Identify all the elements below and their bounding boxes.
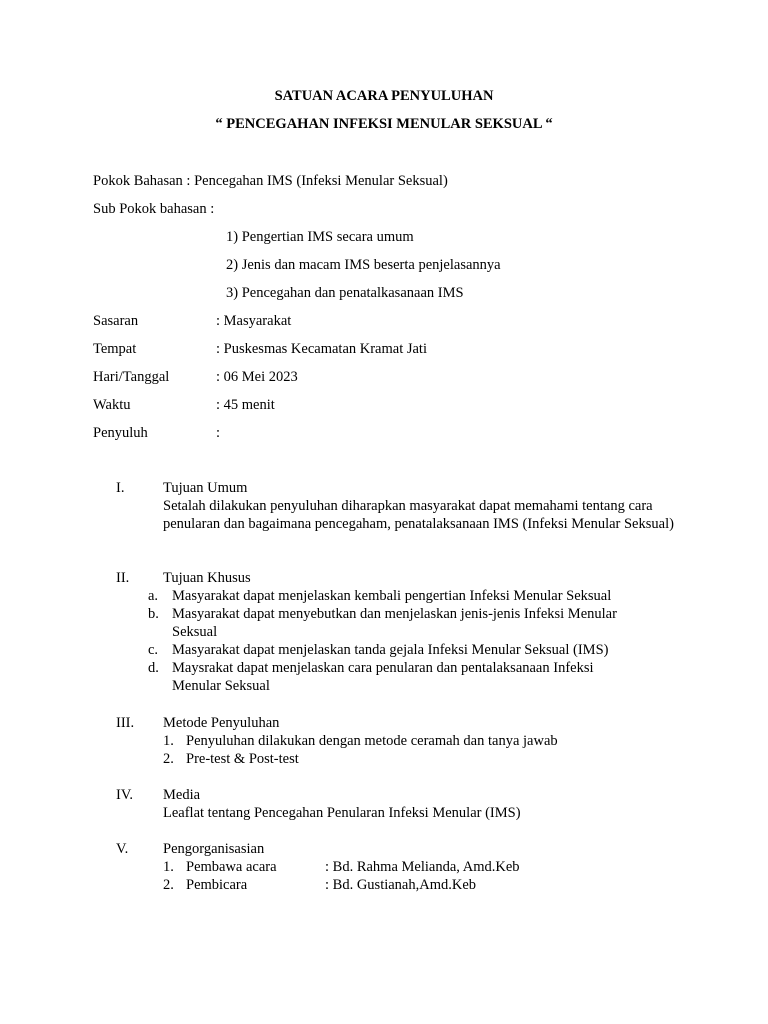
org-person: : Bd. Rahma Melianda, Amd.Keb [325,859,520,875]
list-item: Maysrakat dapat menjelaskan cara penularan dan pentalaksanaan Infeksi Menular Seksual [172,660,594,694]
info-value-sasaran: : Masyarakat [216,313,292,329]
list-item: Masyarakat dapat menjelaskan kembali pengertian Infeksi Menular Seksual [172,588,612,604]
document-title: SATUAN ACARA PENYULUHAN [274,88,494,104]
org-role: Pembawa acara [186,859,277,875]
section-title: Metode Penyuluhan [163,715,280,731]
section-number: V. [116,841,129,857]
info-label-hari-tanggal: Hari/Tanggal [93,369,170,385]
info-value-waktu: : 45 menit [216,397,275,413]
info-label-waktu: Waktu [93,397,131,413]
list-marker: c. [148,642,159,658]
org-person: : Bd. Gustianah,Amd.Keb [325,877,477,893]
list-marker: 2. [163,751,174,767]
list-item: Penyuluhan dilakukan dengan metode ceramah dan tanya jawab [186,733,558,749]
list-marker: 1. [163,733,174,749]
section-number: III. [116,715,135,731]
sub-pokok-item: 3) Pencegahan dan penatalkasanaan IMS [226,285,464,301]
org-role: Pembicara [186,877,248,893]
sub-pokok-label: Sub Pokok bahasan : [93,201,215,217]
info-label-penyuluh: Penyuluh [93,425,148,441]
list-marker: 1. [163,859,174,875]
list-marker: d. [148,660,159,676]
section-number: I. [116,480,125,496]
list-item: Pre-test & Post-test [186,751,299,767]
pokok-bahasan: Pokok Bahasan : Pencegahan IMS (Infeksi Menular Seksual) [93,173,448,189]
info-value-hari-tanggal: : 06 Mei 2023 [216,369,298,385]
list-marker: a. [148,588,159,604]
sub-pokok-item: 1) Pengertian IMS secara umum [226,229,414,245]
section-number: IV. [116,787,134,803]
section-body: Leaflat tentang Pencegahan Penularan Infeksi Menular (IMS) [163,805,521,821]
list-item: Masyarakat dapat menjelaskan tanda gejala Infeksi Menular Seksual (IMS) [172,642,609,658]
info-label-tempat: Tempat [93,341,137,357]
list-item: Masyarakat dapat menyebutkan dan menjelaskan jenis-jenis Infeksi Menular Seksual [172,606,617,640]
info-value-tempat: : Puskesmas Kecamatan Kramat Jati [216,341,427,357]
document-subtitle: “ PENCEGAHAN INFEKSI MENULAR SEKSUAL “ [215,116,553,132]
info-value-penyuluh: : [216,425,221,441]
list-marker: b. [148,606,159,622]
info-label-sasaran: Sasaran [93,313,139,329]
section-number: II. [116,570,130,586]
section-title: Pengorganisasian [163,841,265,857]
section-title: Media [163,787,201,803]
section-title: Tujuan Khusus [163,570,251,586]
section-title: Tujuan Umum [163,480,248,496]
list-marker: 2. [163,877,174,893]
sub-pokok-item: 2) Jenis dan macam IMS beserta penjelasannya [226,257,501,273]
section-body: Setalah dilakukan penyuluhan diharapkan masyarakat dapat memahami tentang cara penularan dan bagaimana pencegaham, penatalaksanaan IMS (Infeksi Menular Seksual) [163,498,674,532]
